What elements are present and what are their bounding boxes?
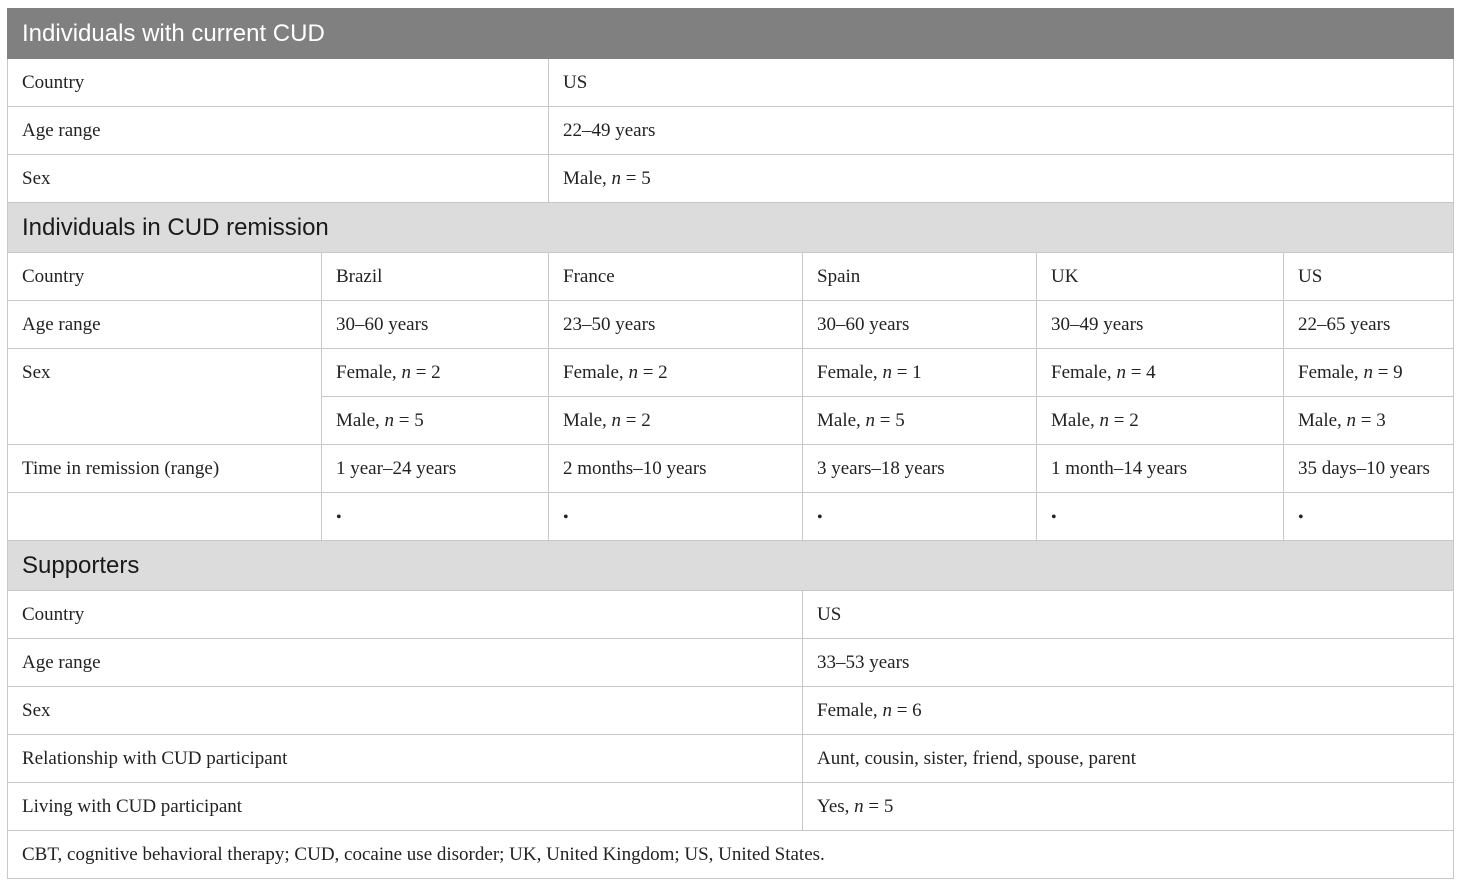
- row-value: US: [803, 591, 1454, 639]
- value-prefix: Male,: [563, 167, 612, 189]
- n-symbol: n: [611, 409, 622, 431]
- age-cell: 30–49 years: [1037, 301, 1284, 349]
- n-symbol: n: [1116, 361, 1126, 383]
- male-cell: [1284, 397, 1454, 445]
- n-symbol: n: [611, 167, 622, 189]
- section-header-row: [8, 541, 1454, 591]
- value-prefix: Male,: [1298, 409, 1347, 431]
- bullet-mark: •: [1298, 508, 1304, 526]
- value-prefix: Female,: [817, 699, 883, 721]
- row-label: Living with CUD participant: [8, 783, 803, 831]
- row-value: [803, 783, 1454, 831]
- age-cell: 30–60 years: [322, 301, 549, 349]
- n-symbol: n: [865, 409, 876, 431]
- n-symbol: n: [384, 409, 395, 431]
- bullet-mark: •: [817, 508, 823, 526]
- value-prefix: Female,: [336, 361, 402, 383]
- table-row: [8, 107, 1454, 155]
- value-prefix: Male,: [336, 409, 385, 431]
- n-symbol: n: [1346, 409, 1357, 431]
- bullet-cell: [322, 493, 549, 541]
- female-cell: [803, 349, 1037, 397]
- female-cell: [549, 349, 803, 397]
- row-label: Sex: [8, 687, 803, 735]
- country-cell: US: [1284, 253, 1454, 301]
- section-title-remission: Individuals in CUD remission: [8, 203, 1454, 253]
- row-value: [803, 687, 1454, 735]
- value-suffix: = 5: [863, 795, 894, 817]
- table-row: [8, 59, 1454, 107]
- bullet-cell: [1037, 493, 1284, 541]
- value-prefix: Male,: [817, 409, 866, 431]
- country-cell: Spain: [803, 253, 1037, 301]
- n-symbol: n: [1099, 409, 1110, 431]
- table-row: [8, 445, 1454, 493]
- row-label: Relationship with CUD participant: [8, 735, 803, 783]
- row-label: Age range: [8, 639, 803, 687]
- value-suffix: = 4: [1125, 361, 1156, 383]
- value-suffix: = 9: [1372, 361, 1403, 383]
- bullet-cell: [1284, 493, 1454, 541]
- table-row: [8, 639, 1454, 687]
- value-prefix: Female,: [1298, 361, 1364, 383]
- table-row: [8, 349, 1454, 397]
- age-cell: 23–50 years: [549, 301, 803, 349]
- value-suffix: = 1: [891, 361, 922, 383]
- time-cell: 1 year–24 years: [322, 445, 549, 493]
- male-cell: [549, 397, 803, 445]
- value-prefix: Female,: [1051, 361, 1117, 383]
- row-label: Country: [8, 253, 322, 301]
- row-label: Age range: [8, 301, 322, 349]
- table-row: [8, 591, 1454, 639]
- value-prefix: Female,: [563, 361, 629, 383]
- table-row: [8, 493, 1454, 541]
- row-label: Time in remission (range): [8, 445, 322, 493]
- female-cell: [1037, 349, 1284, 397]
- male-cell: [322, 397, 549, 445]
- time-cell: 3 years–18 years: [803, 445, 1037, 493]
- n-symbol: n: [1363, 361, 1373, 383]
- row-value: 33–53 years: [803, 639, 1454, 687]
- value-suffix: = 3: [1356, 409, 1386, 431]
- value-suffix: = 2: [637, 361, 668, 383]
- section-header-row: [8, 203, 1454, 253]
- table-row: [8, 253, 1454, 301]
- row-label: Country: [8, 59, 549, 107]
- empty-cell: [8, 493, 322, 541]
- male-cell: [1037, 397, 1284, 445]
- value-prefix: Male,: [563, 409, 612, 431]
- table-row: [8, 735, 1454, 783]
- age-cell: 30–60 years: [803, 301, 1037, 349]
- table-row: [8, 783, 1454, 831]
- bullet-mark: •: [1051, 508, 1057, 526]
- time-cell: 1 month–14 years: [1037, 445, 1284, 493]
- row-label: Age range: [8, 107, 549, 155]
- n-symbol: n: [401, 361, 411, 383]
- row-value: [549, 155, 1454, 203]
- value-prefix: Male,: [1051, 409, 1100, 431]
- value-prefix: Yes,: [817, 795, 855, 817]
- value-prefix: Female,: [817, 361, 883, 383]
- time-cell: 2 months–10 years: [549, 445, 803, 493]
- row-label: Country: [8, 591, 803, 639]
- bullet-cell: [803, 493, 1037, 541]
- table-row: [8, 687, 1454, 735]
- value-suffix: = 2: [410, 361, 441, 383]
- row-value: Aunt, cousin, sister, friend, spouse, parent: [803, 735, 1454, 783]
- n-symbol: n: [882, 699, 892, 721]
- row-value: US: [549, 59, 1454, 107]
- row-label: Sex: [8, 349, 322, 445]
- n-symbol: n: [628, 361, 638, 383]
- country-cell: Brazil: [322, 253, 549, 301]
- country-cell: UK: [1037, 253, 1284, 301]
- n-symbol: n: [882, 361, 892, 383]
- male-cell: [803, 397, 1037, 445]
- age-cell: 22–65 years: [1284, 301, 1454, 349]
- female-cell: [1284, 349, 1454, 397]
- country-cell: France: [549, 253, 803, 301]
- section-title-current: Individuals with current CUD: [8, 9, 1454, 59]
- table-row: [8, 301, 1454, 349]
- section-header-row: [8, 9, 1454, 59]
- n-symbol: n: [854, 795, 864, 817]
- value-suffix: = 5: [875, 409, 905, 431]
- value-suffix: = 2: [621, 409, 651, 431]
- value-suffix: = 5: [394, 409, 424, 431]
- section-title-supporters: Supporters: [8, 541, 1454, 591]
- bullet-mark: •: [336, 508, 342, 526]
- table-footnote: CBT, cognitive behavioral therapy; CUD, cocaine use disorder; UK, United Kingdom; US, United States.: [8, 831, 1454, 879]
- row-label: Sex: [8, 155, 549, 203]
- value-suffix: = 5: [621, 167, 651, 189]
- bullet-cell: [549, 493, 803, 541]
- female-cell: [322, 349, 549, 397]
- table-footnote-row: [8, 831, 1454, 879]
- bullet-mark: •: [563, 508, 569, 526]
- time-cell: 35 days–10 years: [1284, 445, 1454, 493]
- value-suffix: = 6: [891, 699, 922, 721]
- table-row: [8, 155, 1454, 203]
- value-suffix: = 2: [1109, 409, 1139, 431]
- participant-characteristics-table: [7, 8, 1454, 879]
- row-value: 22–49 years: [549, 107, 1454, 155]
